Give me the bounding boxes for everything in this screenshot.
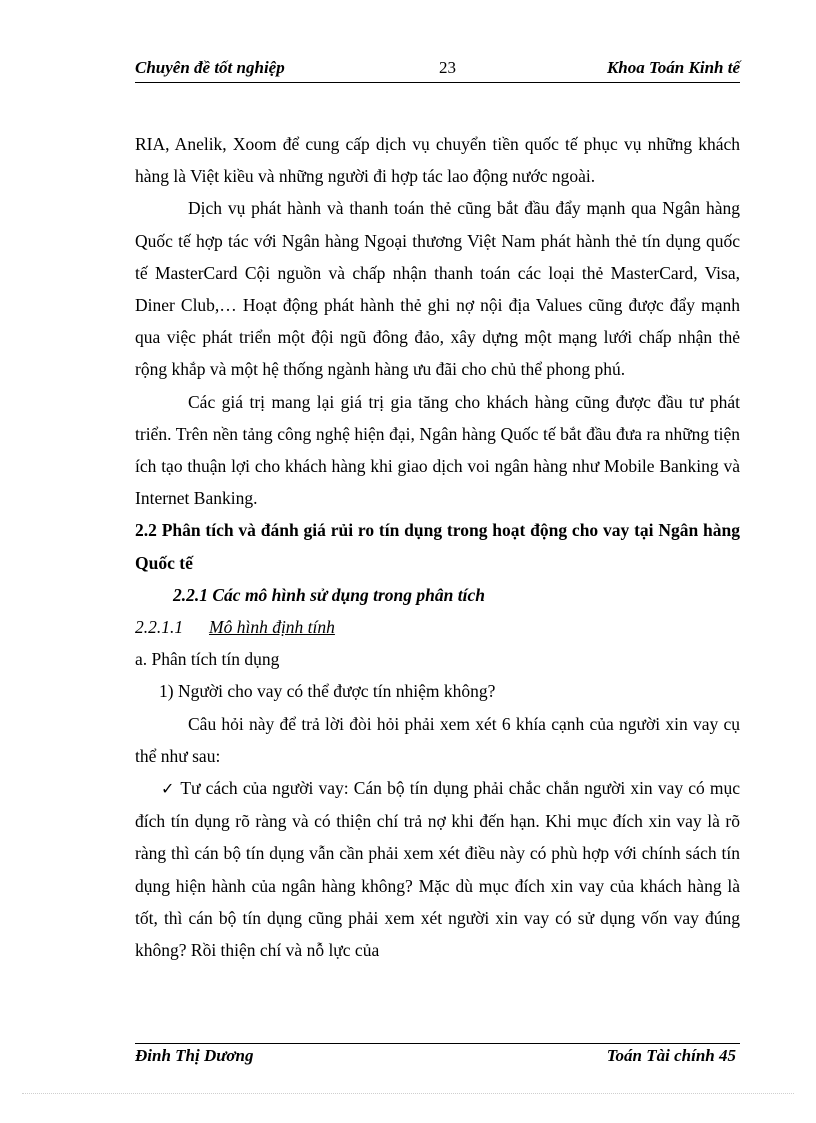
paragraph-3: Các giá trị mang lại giá trị gia tăng cho khách hàng cũng được đầu tư phát triển. Trên nền tảng công nghệ hiện đại, Ngân hàng Quốc tế bắt đầu đưa ra những tiện ích tạo thuận lợi cho khách hàng khi giao dịch voi ngân hàng như Mobile Banking và Internet Banking. bbox=[135, 391, 740, 509]
subsubsection-number: 2.2.1.1 bbox=[135, 617, 184, 638]
page-number: 23 bbox=[439, 58, 456, 77]
subsection-heading-2-2-1: 2.2.1 Các mô hình sử dụng trong phân tích bbox=[173, 584, 485, 605]
item-a-heading: a. Phân tích tín dụng bbox=[135, 649, 280, 670]
subsubsection-heading-2-2-1-1 bbox=[135, 611, 740, 643]
footer-author: Đinh Thị Dương bbox=[135, 1046, 254, 1065]
page-footer bbox=[135, 1043, 740, 1072]
section-heading-2-2: 2.2 Phân tích và đánh giá rủi ro tín dụng trong hoạt động cho vay tại Ngân hàng Quốc tế bbox=[135, 520, 740, 573]
header-document-type: Chuyên đề tốt nghiệp bbox=[135, 58, 285, 77]
paragraph-1: RIA, Anelik, Xoom để cung cấp dịch vụ chuyển tiền quốc tế phục vụ những khách hàng là Việt kiều và những người đi hợp tác lao động nước ngoài. bbox=[135, 134, 740, 187]
question-1: 1) Người cho vay có thể được tín nhiệm không? bbox=[159, 681, 496, 702]
header-faculty: Khoa Toán Kinh tế bbox=[606, 58, 740, 77]
checklist-item-text: Tư cách của người vay: Cán bộ tín dụng phải chắc chắn người xin vay có mục đích tín dụng rõ ràng và có thiện chí trả nợ khi đến hạn. Khi mục đích xin vay là rõ ràng thì cán bộ tín dụng vẫn cần phải xem xét điều này có phù hợp với chính sách tín dụng hiện hành của ngân hàng không? Mặc dù mục đích xin vay của khách hàng là tốt, thì cán bộ tín dụng cũng phải xem xét người xin vay có sử dụng vốn vay đúng không? Rồi thiện chí và nỗ lực của bbox=[135, 778, 741, 961]
paragraph-2: Dịch vụ phát hành và thanh toán thẻ cũng bắt đầu đẩy mạnh qua Ngân hàng Quốc tế hợp tác với Ngân hàng Ngoại thương Việt Nam phát hành thẻ tín dụng quốc tế MasterCard Cội nguồn và chấp nhận thanh toán các loại thẻ MasterCard, Visa, Diner Club,… Hoạt động phát hành thẻ ghi nợ nội địa Values cũng được đẩy mạnh qua việc phát triển một đội ngũ đông đảo, xây dựng một mạng lưới chấp nhận thẻ rộng khắp và một hệ thống ngành hàng ưu đãi cho chủ thể phong phú. bbox=[135, 198, 740, 380]
page-bottom-divider bbox=[22, 1093, 794, 1094]
checkmark-icon: ✓ bbox=[161, 779, 176, 799]
page-body bbox=[135, 128, 740, 966]
checklist-item-1 bbox=[135, 772, 740, 966]
page-header bbox=[135, 58, 740, 83]
footer-class: Toán Tài chính 45 bbox=[606, 1046, 736, 1065]
subsubsection-title: Mô hình định tính bbox=[209, 617, 335, 638]
paragraph-4: Câu hỏi này để trả lời đòi hỏi phải xem xét 6 khía cạnh của người xin vay cụ thể như sau: bbox=[135, 713, 740, 766]
